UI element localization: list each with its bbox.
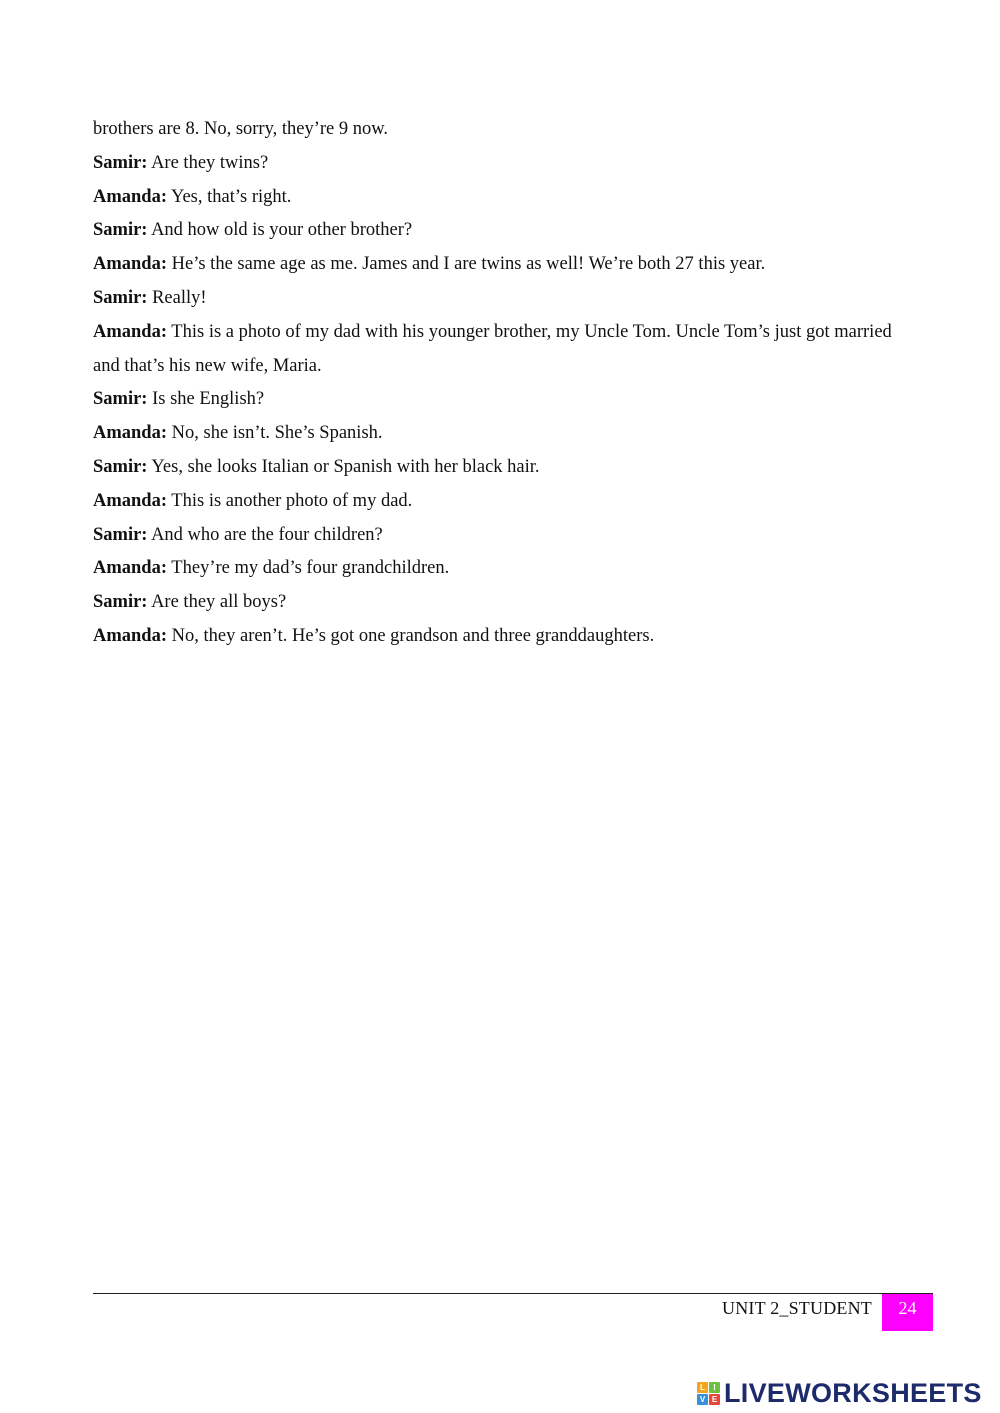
dialogue-line xyxy=(93,485,913,519)
footer-divider xyxy=(93,1293,933,1294)
brand-logo-icon xyxy=(697,1382,720,1405)
line-text: And who are the four children? xyxy=(147,524,383,545)
line-text: He’s the same age as me. James and I are twins as well! We’re both 27 this year. xyxy=(167,254,766,275)
page-number-badge: 24 xyxy=(882,1294,933,1331)
speaker-name: Amanda: xyxy=(93,254,168,275)
dialogue-line xyxy=(93,451,913,485)
line-text: brothers are 8. No, sorry, they’re 9 now. xyxy=(93,119,389,139)
line-text: And how old is your other brother? xyxy=(147,220,413,241)
line-text: This is a photo of my dad with his younger brother, my Uncle Tom. Uncle Tom’s just got married and that’s his new wife, Maria. xyxy=(93,321,892,376)
line-text: No, she isn’t. She’s Spanish. xyxy=(167,423,383,444)
dialogue-line xyxy=(93,282,913,316)
line-text: Yes, that’s right. xyxy=(167,186,292,207)
dialogue-line xyxy=(93,248,913,282)
footer-unit-label: UNIT 2_STUDENT xyxy=(722,1298,872,1318)
dialogue-transcript xyxy=(93,113,913,654)
dialogue-line xyxy=(93,316,913,384)
brand-wordmark: LIVEWORKSHEETS xyxy=(724,1377,982,1408)
speaker-name: Samir: xyxy=(93,152,148,173)
speaker-name: Amanda: xyxy=(93,625,168,646)
dialogue-line xyxy=(93,417,913,451)
speaker-name: Samir: xyxy=(93,389,148,410)
speaker-name: Samir: xyxy=(93,220,148,241)
speaker-name: Amanda: xyxy=(93,423,168,444)
logo-cell: I xyxy=(709,1382,720,1393)
line-text: No, they aren’t. He’s got one grandson and three granddaughters. xyxy=(167,625,655,646)
line-text: Is she English? xyxy=(147,389,265,410)
speaker-name: Amanda: xyxy=(93,321,168,342)
logo-cell: V xyxy=(697,1394,708,1405)
dialogue-line xyxy=(93,113,913,147)
dialogue-line xyxy=(93,147,913,181)
dialogue-line xyxy=(93,519,913,553)
line-text: Yes, she looks Italian or Spanish with her black hair. xyxy=(147,456,540,477)
dialogue-line xyxy=(93,552,913,586)
line-text: Are they twins? xyxy=(147,152,269,173)
brand-logo xyxy=(697,1378,982,1408)
speaker-name: Samir: xyxy=(93,592,148,613)
dialogue-line xyxy=(93,586,913,620)
logo-cell: E xyxy=(709,1394,720,1405)
speaker-name: Amanda: xyxy=(93,186,168,207)
speaker-name: Amanda: xyxy=(93,490,168,511)
speaker-name: Samir: xyxy=(93,287,148,308)
dialogue-line xyxy=(93,620,913,654)
speaker-name: Samir: xyxy=(93,524,148,545)
line-text: Really! xyxy=(147,287,207,308)
logo-cell: L xyxy=(697,1382,708,1393)
dialogue-line xyxy=(93,383,913,417)
dialogue-line xyxy=(93,214,913,248)
dialogue-line xyxy=(93,181,913,215)
speaker-name: Amanda: xyxy=(93,558,168,579)
line-text: This is another photo of my dad. xyxy=(167,490,413,511)
line-text: Are they all boys? xyxy=(147,592,287,613)
line-text: They’re my dad’s four grandchildren. xyxy=(167,558,450,579)
speaker-name: Samir: xyxy=(93,456,148,477)
